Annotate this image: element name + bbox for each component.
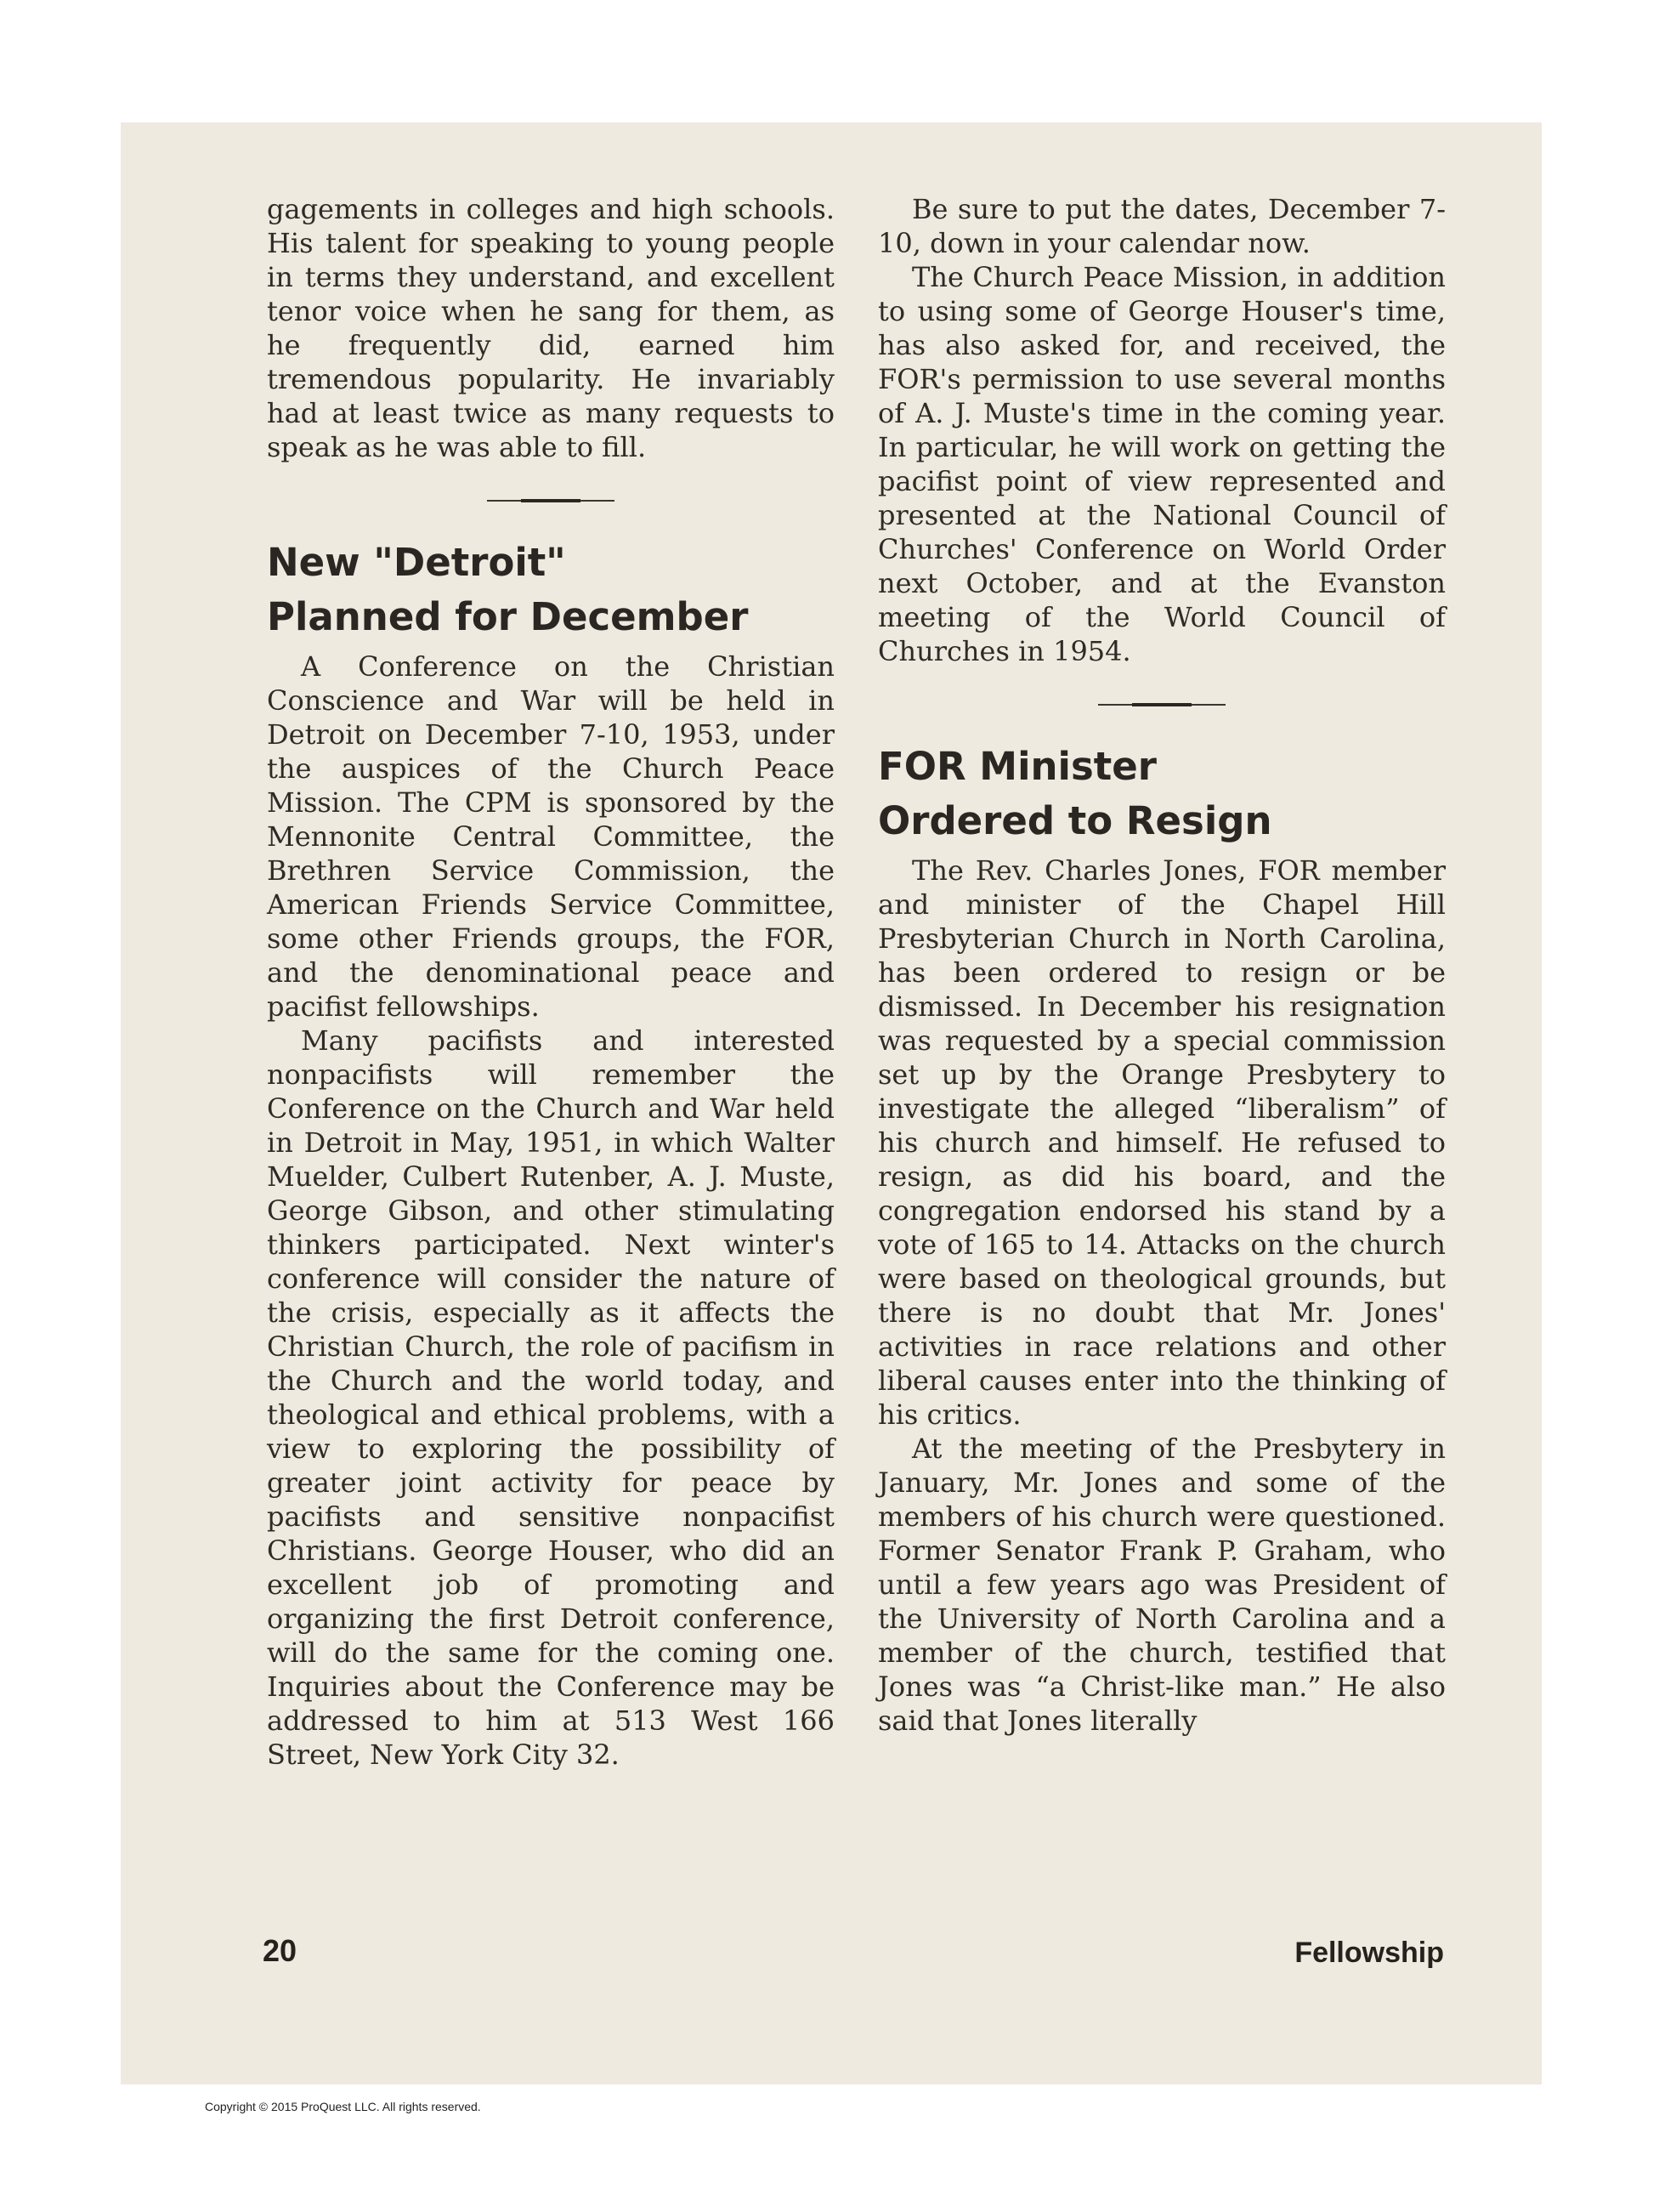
article-paragraph: Be sure to put the dates, December 7-10, down in your calendar now. [878, 193, 1446, 259]
article-paragraph: At the meeting of the Presbytery in January, Mr. Jones and some of the members of his church were questioned. Former Senator Frank P. Graham, who until a few years ago was President of the University of North Carolina and a member of the church, testified that Jones was “a Christ-like man.” He also said that Jones literally [878, 1432, 1446, 1737]
headline-new-detroit [267, 536, 835, 644]
scanned-page [121, 122, 1542, 2084]
intro-paragraph: gagements in colleges and high schools. His talent for speaking to young people in terms they understand, and excellent tenor voice when he sang for them, as he frequently did, earned him tremendous popularity. He invariably had at least twice as many requests to speak as he was able to fill. [267, 193, 835, 463]
headline-line: FOR Minister [878, 744, 1157, 789]
headline-line: New "Detroit" [267, 540, 566, 585]
article-paragraph: Many pacifists and interested nonpacifists will remember the Conference on the Church and War held in Detroit in May, 1951, in which Walter Muelder, Culbert Rutenber, A. J. Muste, George Gibson, and other stimulating thinkers participated. Next winter's conference will consider the nature of the crisis, especially as it affects the Christian Church, the role of pacifism in the Church and the world today, and theological and ethical problems, with a view to exploring the possibility of greater joint activity for peace by pacifists and sensitive nonpacifist Christians. George Houser, who did an excellent job of promoting and organizing the first Detroit conference, will do the same for the coming one. Inquiries about the Conference may be addressed to him at 513 West 166 Street, New York City 32. [267, 1024, 835, 1771]
headline-for-minister [878, 740, 1446, 848]
magazine-name: Fellowship [1294, 1937, 1444, 1969]
article-paragraph: The Church Peace Mission, in addition to using some of George Houser's time, has also asked for, and received, the FOR's permission to use several months of A. J. Muste's time in the coming year. In particular, he will work on getting the pacifist point of view represented and presented at the National Council of Churches' Conference on World Order next October, and at the Evanston meeting of the World Council of Churches in 1954. [878, 261, 1446, 667]
page-number: 20 [263, 1933, 297, 1968]
left-column [267, 192, 835, 1772]
copyright-notice: Copyright © 2015 ProQuest LLC. All rights reserved. [205, 2100, 481, 2113]
right-column [878, 192, 1446, 1738]
article-paragraph: The Rev. Charles Jones, FOR member and minister of the Chapel Hill Presbyterian Church in North Carolina, has been ordered to resign or be dismissed. In December his resignation was requested by a special commission set up by the Orange Presbytery to investigate the alleged “liberalism” of his church and himself. He refused to resign, as did his board, and the congregation endorsed his stand by a vote of 165 to 14. Attacks on the church were based on theological grounds, but there is no doubt that Mr. Jones' activities in race relations and other liberal causes enter into the thinking of his critics. [878, 854, 1446, 1431]
headline-line: Ordered to Resign [878, 798, 1272, 843]
headline-line: Planned for December [267, 594, 749, 639]
article-paragraph: A Conference on the Christian Conscience and War will be held in Detroit on December 7-10, 1953, under the auspices of the Church Peace Mission. The CPM is sponsored by the Mennonite Central Committee, the Brethren Service Commission, the American Friends Service Committee, some other Friends groups, the FOR, and the denominational peace and pacifist fellowships. [267, 650, 835, 1023]
section-divider [1098, 704, 1226, 706]
section-divider [487, 500, 614, 502]
